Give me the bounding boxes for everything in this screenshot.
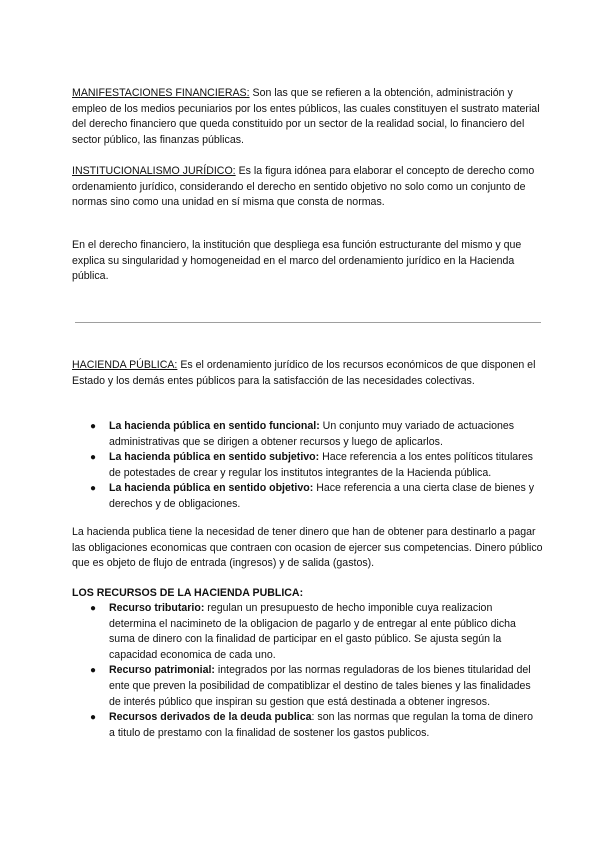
term-manifestaciones: MANIFESTACIONES FINANCIERAS: [72,87,250,99]
horizontal-divider [75,322,541,323]
list-item-bold: La hacienda pública en sentido subjetivo: [109,451,320,464]
paragraph-hacienda-publica [72,358,542,389]
list-item-text: integrados por las normas reguladoras de los bienes titularidad del ente que preven la posibilidad de compatiblizar el destino de tales bienes y las finalidades de interés público que inspiran su gestion que está destinada a obtener ingresos. [109,664,531,708]
bullet-icon: ● [90,603,97,614]
term-institucionalismo: INSTITUCIONALISMO JURÍDICO: [72,165,236,177]
list-item [90,710,538,741]
bullet-icon: ● [90,712,97,724]
list-item [90,450,536,481]
list-item [90,419,536,450]
bullet-icon: ● [90,421,97,432]
paragraph-necesidad-dinero [72,525,546,572]
list-item-bold: Recurso patrimonial: [109,664,215,677]
bullet-icon: ● [90,665,97,677]
recursos-list [90,601,538,741]
term-hacienda-publica: HACIENDA PÚBLICA: [72,359,178,371]
hacienda-sentidos-list [90,419,536,513]
list-item-text: : son las normas que regulan la toma de dinero a titulo de prestamo con la finalidad de sostener los gastos publicos. [109,711,533,739]
paragraph-text: Son las que se refieren a la obtención, administración y empleo de los medios pecuniarios por los entes públicos, las cuales constituyen el sustrato material del derecho financiero que queda constituido por un sector de la realidad social, lo financiero del sector público, las finanzas públicas. [72,87,540,146]
list-item-bold: La hacienda pública en sentido funcional: [109,420,320,432]
list-item-text: Hace referencia a una cierta clase de bienes y derechos y de obligaciones. [109,482,535,510]
list-item-text: Un conjunto muy variado de actuaciones administrativas que se dirigen a obtener recursos y luego de aplicarlos. [109,420,515,448]
paragraph-text: En el derecho financiero, la institución que despliega esa función estructurante del mismo y que explica su singularidad y homogeneidad en el marco del ordenamiento jurídico en la Hacienda pública. [72,239,522,283]
paragraph-text: Es la figura idónea para elaborar el concepto de derecho como ordenamiento jurídico, considerando el derecho en sentido objetivo no solo como un conjunto de normas sino como una unidad en sí misma que consta de normas. [72,165,535,209]
bullet-icon: ● [90,452,97,464]
paragraph-institucionalismo [72,164,542,211]
section-heading-recursos: LOS RECURSOS DE LA HACIENDA PUBLICA: [72,587,304,599]
list-item-bold: Recursos derivados de la deuda publica [109,711,312,724]
paragraph-text: La hacienda publica tiene la necesidad de tener dinero que han de obtener para destinarlo a pagar las obligaciones economicas que contraen con ocasion de ejercer sus competencias. Dinero público que es objeto de flujo de entrada (ingresos) y de salida (gastos). [72,526,543,570]
bullet-icon: ● [90,483,97,495]
list-item [90,601,538,663]
list-item-bold: Recurso tributario: [109,602,205,614]
list-item-text: regulan un presupuesto de hecho imponible cuya realizacion determina el nacimineto de la obligacion de pagarlo y de entregar al ente público dicha suma de dinero con la finalidad de participar en el gasto público. Se ajusta según la capacidad economica de cada uno. [109,602,516,661]
paragraph-text: Es el ordenamiento jurídico de los recursos económicos de que disponen el Estado y los demás entes públicos para la satisfacción de las necesidades colectivas. [72,359,536,387]
list-item [90,663,538,710]
paragraph-derecho-financiero [72,238,542,285]
list-item-text: Hace referencia a los entes políticos titulares de potestades de crear y regular los institutos integrantes de la Hacienda pública. [109,451,533,479]
list-item [90,481,536,512]
paragraph-manifestaciones [72,86,542,148]
list-item-bold: La hacienda pública en sentido objetivo: [109,482,314,495]
